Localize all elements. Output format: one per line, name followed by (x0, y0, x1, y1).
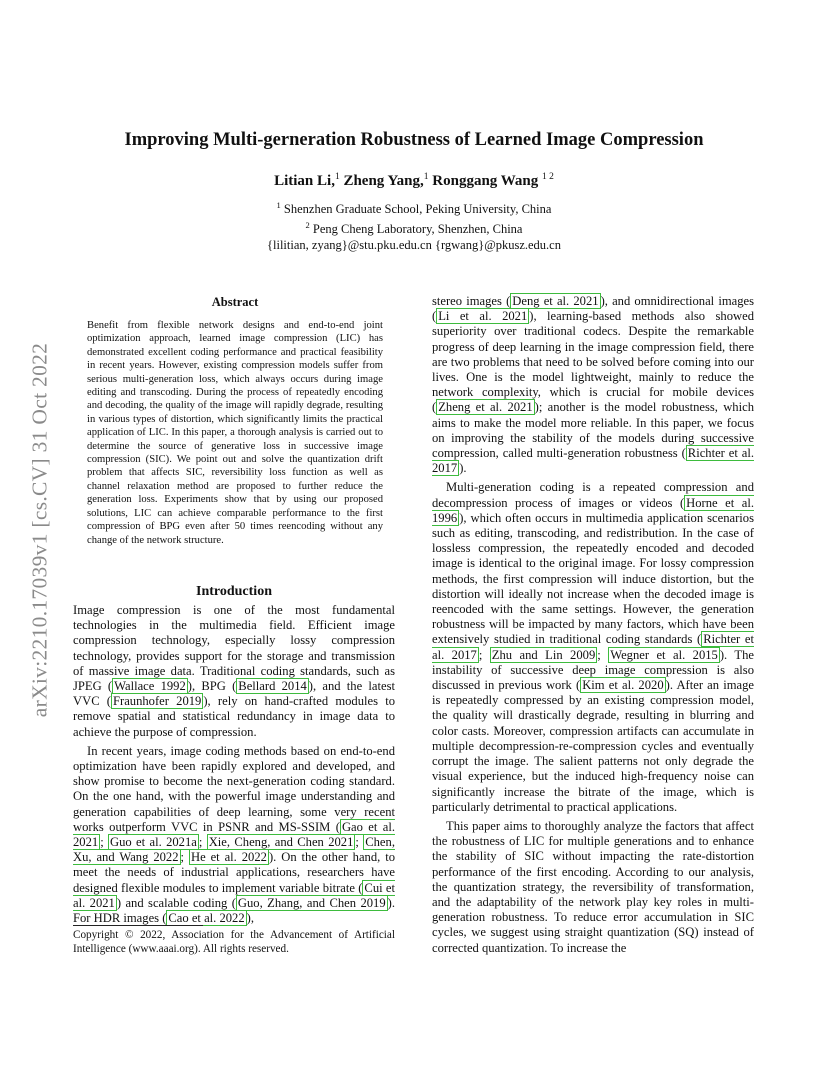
affiliations (0, 197, 828, 253)
citation-link[interactable]: Gao et al. 2021 (73, 819, 396, 850)
footnote-rule (73, 925, 203, 926)
citation-link[interactable]: Li et al. 2021 (438, 309, 528, 324)
citation-link[interactable]: Fraunhofer 2019 (113, 694, 202, 709)
citation-link[interactable]: Deng et al. 2021 (512, 294, 599, 308)
author-affil-mark: 1 (423, 172, 429, 182)
affiliation-emails: {lilitian, zyang}@stu.pku.edu.cn {rgwang}@pkusz.edu.cn (267, 238, 561, 253)
citation-link[interactable]: Guo, Zhang, and Chen 2019 (237, 895, 386, 910)
citation-link[interactable]: Chen, Xu, and Wang 2022 (73, 835, 395, 865)
citation-link[interactable]: Bellard 2014 (238, 679, 307, 694)
citation-link[interactable]: Wallace 1992 (114, 679, 186, 694)
paragraph: Image compression is one of the most fundamental technologies in the multimedia field. Efficient image compression technology, especially lossy compression technology, provides support for the storage and transmission of massive image data. Traditional coding standards, such as JPEG ( Wallace 1992 ), BPG ( Bellard 2014 ), and the latest VVC ( Fraunhofer 2019 ), rely on hand-crafted modules to remove spatial and statistical redundancy in image data to achieve the purpose of compression. (73, 603, 396, 739)
paragraph: This paper aims to thoroughly analyze the factors that affect the robustness of LIC for multiple generations and to enhance the stability of SIC without impacting the rate-distortion performance of the first encoding. According to our analysis, the quantization strategy, the reversibility of transformation, and the adaptability of the network play key roles in multi-generation robustness. To reduce error accumulation in SIC cycles, we suggest using straight quantization (SQ) instead of corrected quantization. To increase the (432, 818, 754, 955)
citation-link[interactable]: Cui et al. 2021 (73, 880, 395, 910)
paragraph: stereo images ( Deng et al. 2021 ), and omnidirectional images ( Li et al. 2021 ), learning-based methods also showed superiority over traditional codecs. Despite the remarkable progress of deep learning in the image compression field, there are two problems that need to be solved before coming into our lives. One is the model lightweight, mainly to reduce the network complexity, which is crucial for mobile devices ( Zheng et al. 2021 ); another is the model robustness, which aims to make the model more reliable. In this paper, we focus on improving the stability of the models during successive compression, called multi-generation robustness ( Richter et al. 2017 ). (432, 294, 754, 476)
author: Zheng Yang, (343, 173, 424, 189)
citation-link[interactable]: Zhu and Lin 2009 (491, 647, 596, 662)
author: Litian Li, (274, 173, 335, 189)
author-list (0, 172, 828, 190)
author-affil-mark: 1 2 (542, 172, 554, 182)
citation-link[interactable]: Cao et al. 2022 (168, 911, 245, 926)
abstract-text: Benefit from flexible network designs and end-to-end joint optimization approach, learned image compression (LIC) has demonstrated excellent coding performance and practical feasibility in recent years. However, existing compression models suffer from serious multi-generation loss, which always occurs during image editing and transcoding. During the process of repeatedly encoding and decoding, the quality of the image will rapidly degrade, resulting in various types of distortion, which significantly limits the practical application of LIC. In this paper, a thorough analysis is carried out to determine the source of generative loss in successive image compression (SIC). We point out and solve the quantization drift problem that affects SIC, reversibility loss function as well as channel relaxation method are proposed to further reduce the generation loss. Experiments show that by using our proposed solutions, LIC can achieve comparable performance to the first compression of BPG even after 50 times reencoding without any change of the network structure. (87, 320, 383, 546)
paragraph: Multi-generation coding is a repeated compression and decompression process of images or videos ( Horne et al. 1996 ), which often occurs in multimedia application scenarios such as editing, transcoding, and redistribution. In the case of lossless compression, the repeatedly encoded and decoded image is identical to the original image. For lossy compression methods, the first compression will induce distortion, but the distortion will ideally not increase when the decoded image is reencoded with the same settings. However, the generation robustness will be impacted by many factors, which have been extensively studied in traditional coding standards ( Richter et al. 2017 ; Zhu and Lin 2009 ; Wegner et al. 2015 ). The instability of successive deep image compression is also discussed in previous work ( Kim et al. 2020 ). After an image is repeatedly compressed by an existing compression model, the quality will drastically degrade, resulting in blurring and color casts. Moreover, compression artifacts can accumulate in multiple decompression-re-compression cycles and eventually corrupt the image. The salient patterns not only degrade the visual experience, but the induced high-frequency noise can significantly increase the bitrate of the image, which is particularly detrimental to practical applications. (432, 480, 755, 814)
affiliation-line (0, 197, 828, 217)
abstract-heading: Abstract (211, 295, 259, 309)
introduction-heading: Introduction (196, 584, 272, 599)
paragraph: In recent years, image coding methods based on end-to-end optimization have been rapidly explored and developed, and show promise to become the next-generation coding standard. On the one hand, with the powerful image understanding and generation capabilities of deep learning, some very recent works outperform VVC in PSNR and MS-SSIM ( Gao et al. 2021 ; Guo et al. 2021a ; Xie, Cheng, and Chen 2021 ; Chen, Xu, and Wang 2022 ; He et al. 2022 ). On the other hand, to meet the needs of industrial applications, researchers have designed flexible modules to implement variable bitrate ( Cui et al. 2021 ) and scalable coding ( Guo, Zhang, and Chen 2019 ). For HDR images ( Cao et al. 2022 ), (73, 743, 396, 926)
citation-link[interactable]: Zheng et al. 2021 (438, 400, 533, 415)
citation-link[interactable]: Wegner et al. 2015 (610, 647, 718, 662)
citation-link[interactable]: Richter et al. 2017 (432, 632, 754, 662)
affil-mark: 1 (276, 200, 281, 210)
copyright-notice: Copyright © 2022, Association for the Advancement of Artificial Intelligence (www.aaai.org). All rights reserved. (73, 929, 395, 955)
citation-link[interactable]: Horne et al. 1996 (432, 495, 754, 525)
right-column-text (432, 294, 754, 960)
affiliation-text: Peng Cheng Laboratory, Shenzhen, China (312, 222, 523, 237)
citation-link[interactable]: Richter et al. 2017 (432, 446, 754, 476)
affil-mark: 2 (305, 220, 310, 231)
affiliation-line (0, 217, 828, 237)
citation-link[interactable]: Kim et al. 2020 (582, 678, 664, 693)
author-affil-mark: 1 (334, 172, 340, 182)
arxiv-id: arXiv:2210.17039v1 [cs.CV] 31 Oct 2022 (27, 342, 52, 718)
citation-link[interactable]: Guo et al. 2021a (110, 835, 197, 850)
citation-link[interactable]: He et al. 2022 (190, 850, 267, 865)
left-column-text (73, 603, 395, 930)
paper-title: Improving Multi-gerneration Robustness of Learned Image Compression (124, 130, 704, 150)
arxiv-sidebar (20, 290, 60, 770)
abstract-body (87, 319, 383, 547)
citation-link[interactable]: Xie, Cheng, and Chen 2021 (208, 835, 354, 850)
affiliation-text: Shenzhen Graduate School, Peking University, China (283, 202, 552, 217)
author: Ronggang Wang (432, 173, 539, 189)
